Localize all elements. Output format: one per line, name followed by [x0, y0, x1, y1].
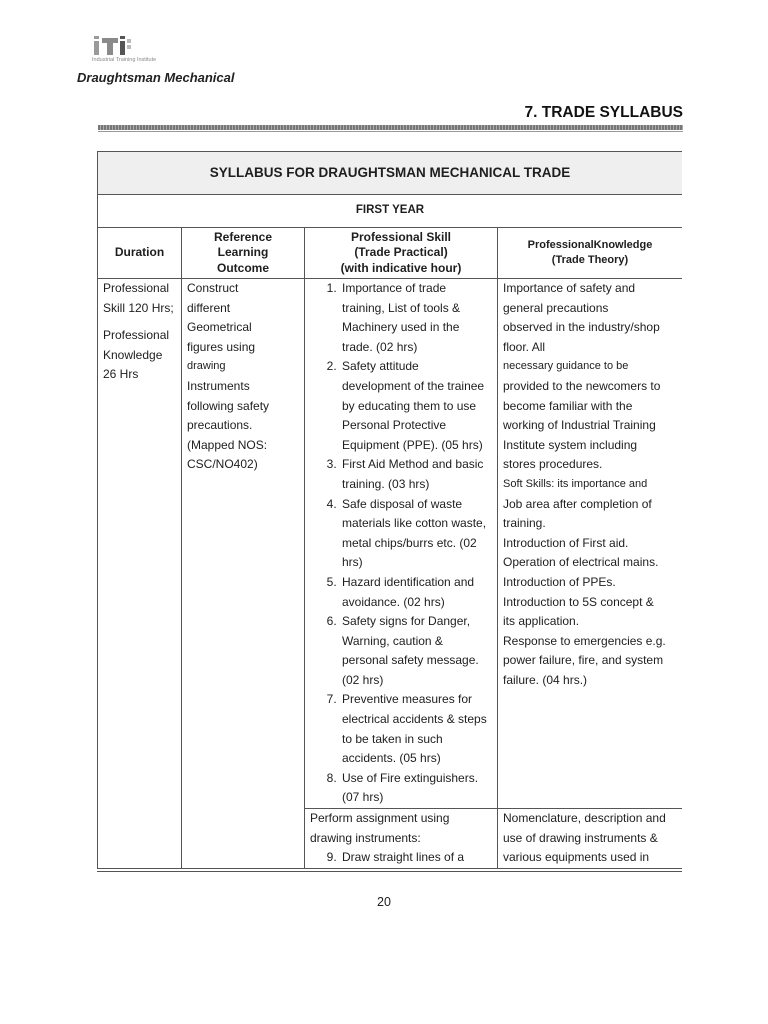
knowledge-line: Introduction of First aid.: [503, 535, 629, 550]
list-item: [340, 848, 497, 868]
skill-line: 6. Safety signs for Danger,: [342, 614, 471, 629]
knowledge-line: stores procedures.: [503, 457, 603, 472]
column-header-row: [98, 228, 683, 279]
skill-line: materials like cotton waste,: [342, 516, 487, 531]
spacer: [103, 318, 181, 326]
knowledge-line: necessary guidance to be: [503, 360, 629, 373]
professional-knowledge-cell: [498, 279, 683, 809]
header-line: Outcome: [216, 260, 269, 275]
outcome-line: Construct: [187, 281, 239, 295]
table-title-row: [98, 152, 683, 195]
document-title: Draughtsman Mechanical: [77, 70, 235, 85]
skill-line: 9. Draw straight lines of a: [342, 850, 465, 865]
knowledge-line: general precautions: [503, 300, 609, 315]
header-rule-thin: [98, 131, 683, 132]
knowledge-line: Importance of safety and: [503, 281, 636, 295]
duration-line: Professional: [103, 281, 170, 295]
knowledge-line: its application.: [503, 614, 580, 629]
header-rule: [98, 125, 683, 130]
list-item: [340, 495, 497, 573]
knowledge-line: Introduction of PPEs.: [503, 574, 616, 589]
header-line: (Trade Theory): [551, 254, 629, 266]
knowledge-line: various equipments used in: [503, 850, 650, 865]
list-item: [340, 279, 497, 357]
skill-line: trade. (02 hrs): [342, 339, 418, 354]
knowledge-line: observed in the industry/shop: [503, 320, 660, 335]
outcome-line: following safety: [187, 398, 270, 413]
iti-logo: [92, 34, 157, 63]
syllabus-table: [97, 151, 682, 869]
outcome-line: drawing: [187, 360, 226, 373]
duration-line: Skill 120 Hrs;: [103, 300, 174, 315]
header-line: (Trade Practical): [354, 245, 448, 260]
iti-logo-mark: [92, 34, 140, 56]
header-professional-knowledge: [498, 228, 683, 279]
skill-line: development of the trainee: [342, 378, 485, 393]
knowledge-line: Introduction to 5S concept &: [503, 594, 654, 609]
year-row: [98, 195, 683, 228]
professional-knowledge-cell: [498, 809, 683, 869]
skill-line: personal safety message.: [342, 653, 479, 668]
duration-cell: [98, 279, 182, 869]
logo-subtitle: Industrial Training Institute: [92, 57, 157, 63]
knowledge-line: Job area after completion of: [503, 496, 652, 511]
skill-line: 7. Preventive measures for: [342, 692, 473, 707]
skill-line: training, List of tools &: [342, 300, 461, 315]
duration-line: 26 Hrs: [103, 367, 139, 382]
professional-skill-cell: [305, 279, 498, 809]
page-number: 20: [377, 895, 391, 909]
duration-line: Professional: [103, 328, 170, 343]
skill-line: (07 hrs): [342, 790, 384, 805]
outcome-line: Instruments: [187, 378, 250, 393]
professional-skill-cell: [305, 809, 498, 869]
list-item: [340, 769, 497, 808]
knowledge-line: use of drawing instruments &: [503, 830, 658, 845]
list-item: [340, 357, 497, 455]
duration-line: Knowledge: [103, 347, 163, 362]
skill-line: Personal Protective: [342, 418, 447, 433]
skill-line: Perform assignment using: [310, 811, 450, 826]
list-item: [340, 612, 497, 690]
header-line: Learning: [217, 245, 269, 260]
knowledge-line: Response to emergencies e.g.: [503, 633, 666, 648]
skill-line: metal chips/burrs etc. (02: [342, 535, 477, 550]
skill-line: accidents. (05 hrs): [342, 751, 441, 766]
list-item: [340, 573, 497, 612]
header-line: ProfessionalKnowledge: [527, 238, 653, 251]
section-heading: 7. TRADE SYLLABUS: [524, 104, 683, 121]
skill-line: 8. Use of Fire extinguishers.: [342, 770, 479, 785]
skill-line: 3. First Aid Method and basic: [342, 457, 484, 472]
header-line: Reference: [213, 229, 273, 244]
skill-line: (02 hrs): [342, 672, 384, 687]
header-line: Professional Skill: [350, 229, 452, 244]
skill-line: electrical accidents & steps: [342, 712, 487, 727]
knowledge-line: Operation of electrical mains.: [503, 555, 659, 570]
outcome-line: figures using: [187, 339, 256, 354]
knowledge-line: become familiar with the: [503, 398, 633, 413]
knowledge-line: failure. (04 hrs.): [503, 672, 588, 687]
outcome-line: (Mapped NOS:: [187, 437, 268, 452]
outcome-line: precautions.: [187, 418, 253, 433]
skill-list: [310, 848, 497, 868]
list-item: [340, 690, 497, 768]
outcome-line: Geometrical: [187, 320, 252, 335]
syllabus-table-frame: [97, 151, 682, 872]
header-learning-outcome: [182, 228, 305, 279]
skill-line: drawing instruments:: [310, 830, 421, 845]
table-title: SYLLABUS FOR DRAUGHTSMAN MECHANICAL TRADE: [98, 152, 683, 195]
skill-line: by educating them to use: [342, 398, 477, 413]
skill-line: hrs): [342, 555, 363, 570]
skill-line: 4. Safe disposal of waste: [342, 496, 463, 511]
skill-line: 2. Safety attitude: [342, 359, 419, 374]
outcome-line: CSC/NO402): [187, 457, 258, 472]
list-item: [340, 455, 497, 494]
learning-outcome-cell: [182, 279, 305, 869]
header-professional-skill: [305, 228, 498, 279]
skill-line: to be taken in such: [342, 731, 443, 746]
knowledge-line: Soft Skills: its importance and: [503, 477, 648, 490]
skill-line: avoidance. (02 hrs): [342, 594, 445, 609]
header-duration: Duration: [98, 228, 182, 279]
skill-list: [310, 279, 497, 808]
knowledge-line: Institute system including: [503, 437, 638, 452]
header-line: (with indicative hour): [340, 260, 462, 275]
knowledge-line: provided to the newcomers to: [503, 378, 661, 393]
outcome-line: different: [187, 300, 231, 315]
knowledge-line: power failure, fire, and system: [503, 653, 664, 668]
year-label: FIRST YEAR: [98, 195, 683, 228]
skill-line: training. (03 hrs): [342, 476, 430, 491]
skill-line: 5. Hazard identification and: [342, 574, 475, 589]
knowledge-line: training.: [503, 516, 546, 531]
table-row: [98, 279, 683, 809]
knowledge-line: floor. All: [503, 339, 546, 354]
skill-line: Equipment (PPE). (05 hrs): [342, 437, 483, 452]
knowledge-line: working of Industrial Training: [503, 418, 656, 433]
knowledge-line: Nomenclature, description and: [503, 811, 666, 826]
skill-line: Machinery used in the: [342, 320, 460, 335]
skill-line: 1. Importance of trade: [342, 281, 447, 295]
skill-line: Warning, caution &: [342, 633, 443, 648]
